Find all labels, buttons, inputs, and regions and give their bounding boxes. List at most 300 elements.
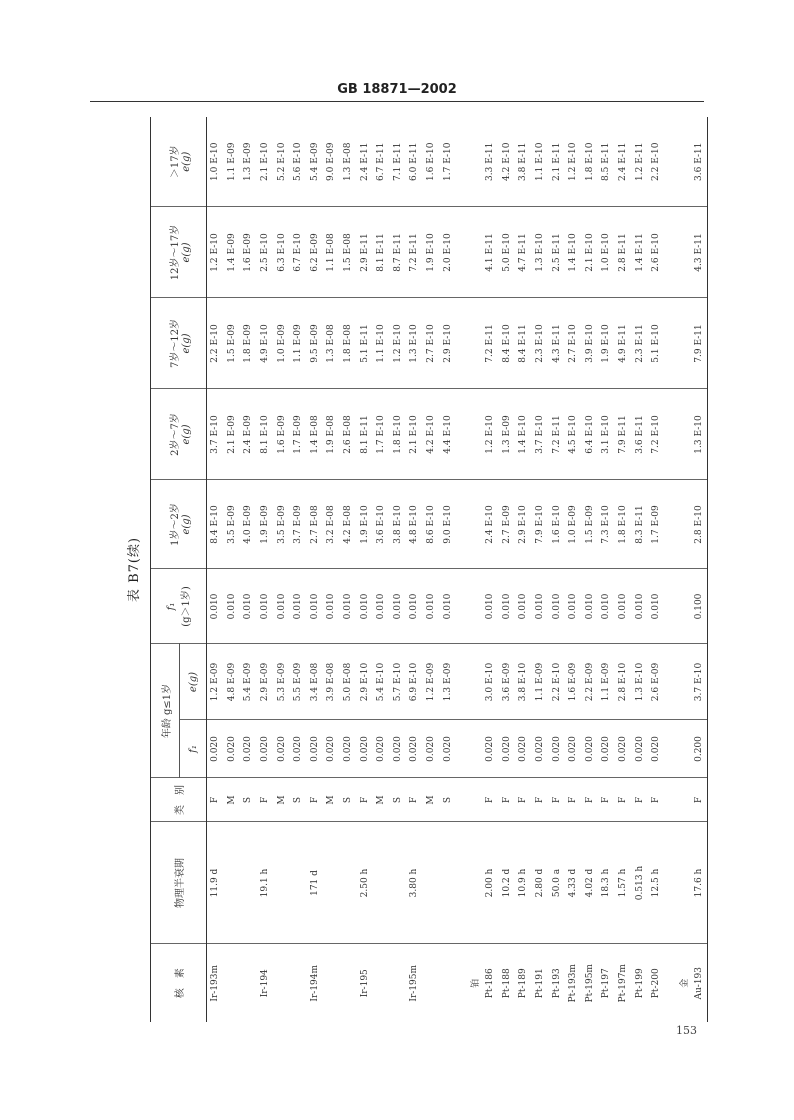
cell-e-2-7: 1.3 E-10 <box>690 389 707 480</box>
cell-half-life <box>240 822 257 944</box>
cell-e-12-17: 2.8 E-11 <box>615 207 632 298</box>
spacer-cell <box>664 644 676 720</box>
cell-half-life <box>439 822 456 944</box>
cell-e-le1: 2.2 E-10 <box>548 644 565 720</box>
cell-e-gt17: 1.0 E-10 <box>207 117 224 207</box>
cell-e-12-17: 2.5 E-11 <box>548 207 565 298</box>
cell-e-12-17: 1.5 E-08 <box>340 207 357 298</box>
table-row <box>548 117 565 1022</box>
cell-e-12-17: 2.0 E-10 <box>439 207 456 298</box>
cell-e-12-17: 6.3 E-10 <box>273 207 290 298</box>
cell-nuclide: Pt-195m <box>584 964 595 1003</box>
cell-e-2-7: 1.9 E-08 <box>323 389 340 480</box>
cell-e-gt17: 2.4 E-11 <box>356 117 373 207</box>
spacer-cell <box>664 822 676 944</box>
cell-e-2-7: 2.1 E-10 <box>406 389 423 480</box>
cell-e-1-2: 4.8 E-10 <box>406 480 423 569</box>
col-header-age-1-2-label: 1岁～2岁 <box>169 503 181 546</box>
cell-type: F <box>482 778 499 822</box>
cell-type: M <box>373 778 390 822</box>
table-row <box>648 117 665 1022</box>
spacer-cell <box>468 389 482 480</box>
cell-half-life <box>423 822 440 944</box>
spacer-cell <box>456 778 468 822</box>
table-row <box>482 117 499 1022</box>
cell-e-7-12: 1.0 E-09 <box>273 298 290 389</box>
cell-f1: 0.020 <box>390 720 407 778</box>
cell-half-life: 2.50 h <box>356 822 373 944</box>
cell-f1-gt1: 0.010 <box>548 569 565 644</box>
spacer-cell <box>676 389 690 480</box>
table-row <box>323 117 340 1022</box>
col-header-age-2-7-label: 2岁～7岁 <box>169 413 181 456</box>
cell-nuclide: Pt-200 <box>651 968 662 999</box>
cell-e-2-7: 2.6 E-08 <box>340 389 357 480</box>
col-header-age-1-2-eg: e(g) <box>180 514 192 535</box>
cell-e-gt17: 1.3 E-09 <box>240 117 257 207</box>
cell-e-1-2: 4.0 E-09 <box>240 480 257 569</box>
cell-f1-gt1: 0.100 <box>690 569 707 644</box>
cell-e-le1: 2.8 E-10 <box>615 644 632 720</box>
cell-e-2-7: 1.4 E-10 <box>515 389 532 480</box>
cell-e-1-2: 1.9 E-10 <box>356 480 373 569</box>
cell-type: F <box>356 778 373 822</box>
table-row <box>356 117 373 1022</box>
cell-f1-gt1: 0.010 <box>224 569 241 644</box>
table-row <box>373 117 390 1022</box>
cell-e-2-7: 1.7 E-09 <box>290 389 307 480</box>
cell-e-le1: 6.9 E-10 <box>406 644 423 720</box>
table-row <box>257 117 274 1022</box>
cell-f1: 0.020 <box>207 720 224 778</box>
cell-e-7-12: 1.8 E-08 <box>340 298 357 389</box>
cell-f1-gt1: 0.010 <box>390 569 407 644</box>
cell-e-gt17: 1.8 E-10 <box>581 117 598 207</box>
cell-type: S <box>240 778 257 822</box>
cell-f1-gt1: 0.010 <box>631 569 648 644</box>
cell-e-2-7: 4.5 E-10 <box>565 389 582 480</box>
table-row <box>532 117 549 1022</box>
cell-half-life: 11.9 d <box>207 822 224 944</box>
cell-half-life: 10.9 h <box>515 822 532 944</box>
cell-e-12-17: 2.5 E-10 <box>257 207 274 298</box>
col-header-age-gt17 <box>151 117 207 207</box>
spacer-cell <box>456 480 468 569</box>
cell-half-life: 17.6 h <box>690 822 707 944</box>
cell-f1-gt1: 0.010 <box>406 569 423 644</box>
cell-e-gt17: 4.2 E-10 <box>499 117 516 207</box>
cell-type: F <box>565 778 582 822</box>
cell-f1: 0.020 <box>648 720 665 778</box>
cell-e-le1: 2.9 E-10 <box>356 644 373 720</box>
cell-nuclide <box>373 944 390 1022</box>
cell-e-7-12: 5.1 E-10 <box>648 298 665 389</box>
cell-nuclide <box>273 944 290 1022</box>
group-spacer <box>664 117 676 1022</box>
cell-e-1-2: 3.5 E-09 <box>273 480 290 569</box>
cell-e-le1: 1.1 E-09 <box>598 644 615 720</box>
cell-e-2-7: 1.4 E-08 <box>307 389 324 480</box>
cell-f1-gt1: 0.010 <box>307 569 324 644</box>
cell-e-le1: 2.2 E-09 <box>581 644 598 720</box>
cell-f1-gt1: 0.010 <box>207 569 224 644</box>
spacer-cell <box>456 569 468 644</box>
cell-nuclide <box>439 944 456 1022</box>
cell-e-le1: 1.2 E-09 <box>207 644 224 720</box>
cell-half-life: 3.80 h <box>406 822 423 944</box>
cell-f1-gt1: 0.010 <box>240 569 257 644</box>
cell-type: F <box>598 778 615 822</box>
cell-type: S <box>340 778 357 822</box>
cell-e-1-2: 2.9 E-10 <box>515 480 532 569</box>
cell-e-le1: 2.9 E-09 <box>257 644 274 720</box>
cell-e-2-7: 2.1 E-09 <box>224 389 241 480</box>
table-row <box>690 117 707 1022</box>
cell-e-1-2: 8.3 E-11 <box>631 480 648 569</box>
spacer-cell <box>456 644 468 720</box>
cell-f1-gt1: 0.010 <box>373 569 390 644</box>
cell-e-12-17: 8.1 E-11 <box>373 207 390 298</box>
cell-e-le1: 1.1 E-09 <box>532 644 549 720</box>
cell-e-gt17: 3.6 E-11 <box>690 117 707 207</box>
cell-e-le1: 5.0 E-08 <box>340 644 357 720</box>
cell-type: F <box>532 778 549 822</box>
cell-type: F <box>515 778 532 822</box>
table-row <box>615 117 632 1022</box>
col-header-age-12-17-label: 12岁～17岁 <box>169 224 181 281</box>
cell-half-life: 1.57 h <box>615 822 632 944</box>
spacer-cell <box>468 207 482 298</box>
cell-e-12-17: 8.7 E-11 <box>390 207 407 298</box>
cell-f1: 0.020 <box>581 720 598 778</box>
cell-e-1-2: 1.6 E-10 <box>548 480 565 569</box>
cell-e-1-2: 1.5 E-09 <box>581 480 598 569</box>
cell-e-12-17: 1.6 E-09 <box>240 207 257 298</box>
cell-e-le1: 4.8 E-09 <box>224 644 241 720</box>
cell-nuclide <box>240 944 257 1022</box>
cell-e-gt17: 2.2 E-10 <box>648 117 665 207</box>
cell-e-1-2: 1.9 E-09 <box>257 480 274 569</box>
cell-e-2-7: 1.6 E-09 <box>273 389 290 480</box>
cell-e-gt17: 8.5 E-11 <box>598 117 615 207</box>
col-header-half-life: 物理半衰期 <box>151 822 207 944</box>
cell-f1: 0.020 <box>423 720 440 778</box>
cell-half-life: 4.33 d <box>565 822 582 944</box>
cell-nuclide: Pt-193m <box>568 964 579 1003</box>
cell-e-le1: 3.8 E-10 <box>515 644 532 720</box>
cell-f1: 0.020 <box>565 720 582 778</box>
cell-type: M <box>423 778 440 822</box>
cell-e-gt17: 1.7 E-10 <box>439 117 456 207</box>
cell-nuclide <box>290 944 307 1022</box>
cell-e-gt17: 2.1 E-11 <box>548 117 565 207</box>
cell-nuclide: Pt-199 <box>634 968 645 999</box>
col-header-age-gt17-label: ＞17岁 <box>169 145 181 179</box>
cell-e-1-2: 3.2 E-08 <box>323 480 340 569</box>
cell-f1: 0.020 <box>532 720 549 778</box>
table-row <box>565 117 582 1022</box>
cell-f1-gt1: 0.010 <box>273 569 290 644</box>
cell-e-12-17: 6.2 E-09 <box>307 207 324 298</box>
cell-e-12-17: 6.7 E-10 <box>290 207 307 298</box>
cell-e-gt17: 3.8 E-11 <box>515 117 532 207</box>
cell-type: M <box>323 778 340 822</box>
cell-f1: 0.020 <box>548 720 565 778</box>
cell-f1: 0.020 <box>439 720 456 778</box>
cell-e-12-17: 5.0 E-10 <box>499 207 516 298</box>
dose-coefficient-table <box>150 117 708 1022</box>
cell-e-7-12: 7.2 E-11 <box>482 298 499 389</box>
cell-e-7-12: 4.3 E-11 <box>548 298 565 389</box>
table-row <box>240 117 257 1022</box>
cell-e-7-12: 2.3 E-10 <box>532 298 549 389</box>
spacer-cell <box>664 207 676 298</box>
cell-e-12-17: 1.2 E-10 <box>207 207 224 298</box>
cell-half-life <box>290 822 307 944</box>
cell-e-7-12: 1.3 E-08 <box>323 298 340 389</box>
cell-e-1-2: 4.2 E-08 <box>340 480 357 569</box>
cell-e-12-17: 1.4 E-11 <box>631 207 648 298</box>
cell-f1-gt1: 0.010 <box>482 569 499 644</box>
cell-type: F <box>307 778 324 822</box>
cell-nuclide: Pt-186 <box>485 968 496 999</box>
table-row <box>273 117 290 1022</box>
spacer-cell <box>664 569 676 644</box>
spacer-cell <box>468 778 482 822</box>
cell-e-12-17: 2.9 E-11 <box>356 207 373 298</box>
table-row <box>598 117 615 1022</box>
cell-nuclide: Ir-195 <box>359 969 370 998</box>
cell-e-7-12: 2.3 E-11 <box>631 298 648 389</box>
cell-f1: 0.020 <box>224 720 241 778</box>
cell-nuclide <box>340 944 357 1022</box>
cell-e-12-17: 4.7 E-11 <box>515 207 532 298</box>
table-row <box>307 117 324 1022</box>
cell-nuclide <box>390 944 407 1022</box>
cell-f1: 0.020 <box>240 720 257 778</box>
cell-type: F <box>548 778 565 822</box>
cell-f1-gt1: 0.010 <box>290 569 307 644</box>
element-group-row <box>468 117 482 1022</box>
spacer-cell <box>664 117 676 207</box>
cell-half-life: 0.513 h <box>631 822 648 944</box>
cell-e-7-12: 4.9 E-11 <box>615 298 632 389</box>
cell-e-le1: 5.7 E-10 <box>390 644 407 720</box>
col-header-type: 类 别 <box>151 778 207 822</box>
cell-f1: 0.020 <box>273 720 290 778</box>
cell-e-2-7: 3.6 E-11 <box>631 389 648 480</box>
col-header-age-2-7-eg: e(g) <box>180 424 192 445</box>
cell-e-12-17: 4.3 E-11 <box>690 207 707 298</box>
group-spacer <box>456 117 468 1022</box>
cell-e-le1: 3.7 E-10 <box>690 644 707 720</box>
cell-nuclide: Ir-195m <box>409 964 420 1002</box>
cell-type: M <box>273 778 290 822</box>
spacer-cell <box>664 720 676 778</box>
cell-f1: 0.020 <box>406 720 423 778</box>
table-row <box>390 117 407 1022</box>
col-header-age-7-12-eg: e(g) <box>180 333 192 354</box>
table-row <box>631 117 648 1022</box>
col-header-age-2-7 <box>151 389 207 480</box>
cell-half-life <box>373 822 390 944</box>
element-group-label: 金 <box>679 978 690 988</box>
col-header-eg: e(g) <box>180 644 207 720</box>
cell-e-1-2: 8.6 E-10 <box>423 480 440 569</box>
cell-type: F <box>581 778 598 822</box>
cell-e-le1: 1.3 E-09 <box>439 644 456 720</box>
cell-e-le1: 3.9 E-08 <box>323 644 340 720</box>
cell-half-life: 171 d <box>307 822 324 944</box>
cell-f1-gt1: 0.010 <box>615 569 632 644</box>
cell-e-le1: 2.6 E-09 <box>648 644 665 720</box>
cell-type: S <box>290 778 307 822</box>
standard-code: GB 18871—2002 <box>337 82 457 97</box>
table-row <box>290 117 307 1022</box>
cell-e-12-17: 1.4 E-09 <box>224 207 241 298</box>
spacer-cell <box>676 207 690 298</box>
col-header-f1-gt1-sub: (g＞1岁) <box>180 586 192 627</box>
spacer-cell <box>676 569 690 644</box>
cell-f1: 0.020 <box>307 720 324 778</box>
cell-type: S <box>439 778 456 822</box>
table-title: 表 B7(续) <box>127 536 142 603</box>
page-number: 153 <box>676 1024 697 1037</box>
spacer-cell <box>468 720 482 778</box>
cell-half-life <box>273 822 290 944</box>
cell-e-2-7: 7.2 E-11 <box>548 389 565 480</box>
spacer-cell <box>676 117 690 207</box>
cell-e-7-12: 1.5 E-09 <box>224 298 241 389</box>
cell-type: F <box>648 778 665 822</box>
table-row <box>406 117 423 1022</box>
spacer-cell <box>468 298 482 389</box>
cell-e-2-7: 1.8 E-10 <box>390 389 407 480</box>
table-row <box>515 117 532 1022</box>
cell-e-7-12: 7.9 E-11 <box>690 298 707 389</box>
cell-f1: 0.020 <box>515 720 532 778</box>
cell-f1: 0.020 <box>373 720 390 778</box>
cell-type: M <box>224 778 241 822</box>
cell-nuclide: Ir-193m <box>210 964 221 1002</box>
cell-e-7-12: 5.1 E-11 <box>356 298 373 389</box>
table-row <box>439 117 456 1022</box>
cell-type: F <box>257 778 274 822</box>
cell-e-2-7: 6.4 E-10 <box>581 389 598 480</box>
cell-type: F <box>615 778 632 822</box>
spacer-cell <box>676 778 690 822</box>
cell-nuclide: Pt-193 <box>551 968 562 999</box>
cell-e-gt17: 1.2 E-11 <box>631 117 648 207</box>
cell-half-life <box>390 822 407 944</box>
cell-e-2-7: 8.1 E-11 <box>356 389 373 480</box>
table-row <box>423 117 440 1022</box>
cell-f1-gt1: 0.010 <box>340 569 357 644</box>
spacer-cell <box>468 569 482 644</box>
cell-f1-gt1: 0.010 <box>423 569 440 644</box>
cell-e-gt17: 9.0 E-09 <box>323 117 340 207</box>
cell-half-life: 10.2 d <box>499 822 516 944</box>
cell-e-1-2: 2.7 E-08 <box>307 480 324 569</box>
cell-e-7-12: 1.8 E-09 <box>240 298 257 389</box>
cell-f1: 0.020 <box>598 720 615 778</box>
cell-f1: 0.020 <box>615 720 632 778</box>
cell-e-1-2: 3.5 E-09 <box>224 480 241 569</box>
cell-nuclide: Pt-191 <box>534 968 545 999</box>
header-rule <box>90 101 704 102</box>
cell-e-1-2: 2.8 E-10 <box>690 480 707 569</box>
cell-nuclide: Pt-197 <box>601 968 612 999</box>
spacer-cell <box>468 480 482 569</box>
cell-e-1-2: 1.0 E-09 <box>565 480 582 569</box>
col-header-age-12-17-eg: e(g) <box>180 242 192 263</box>
cell-e-le1: 3.0 E-10 <box>482 644 499 720</box>
cell-e-le1: 1.3 E-10 <box>631 644 648 720</box>
cell-e-7-12: 1.1 E-10 <box>373 298 390 389</box>
cell-e-le1: 5.4 E-10 <box>373 644 390 720</box>
cell-e-7-12: 2.7 E-10 <box>565 298 582 389</box>
cell-f1-gt1: 0.010 <box>356 569 373 644</box>
element-group-row <box>676 117 690 1022</box>
cell-e-gt17: 2.1 E-10 <box>257 117 274 207</box>
cell-type: F <box>631 778 648 822</box>
cell-e-1-2: 2.7 E-09 <box>499 480 516 569</box>
cell-half-life: 12.5 h <box>648 822 665 944</box>
cell-e-gt17: 3.3 E-11 <box>482 117 499 207</box>
spacer-cell <box>664 298 676 389</box>
cell-e-gt17: 7.1 E-11 <box>390 117 407 207</box>
cell-e-7-12: 2.7 E-10 <box>423 298 440 389</box>
cell-nuclide: Ir-194m <box>309 964 320 1002</box>
col-header-age-1-2 <box>151 480 207 569</box>
spacer-cell <box>456 389 468 480</box>
cell-e-2-7: 7.9 E-11 <box>615 389 632 480</box>
cell-e-7-12: 8.4 E-11 <box>515 298 532 389</box>
cell-half-life <box>224 822 241 944</box>
cell-e-12-17: 4.1 E-11 <box>482 207 499 298</box>
cell-e-2-7: 3.1 E-10 <box>598 389 615 480</box>
cell-f1-gt1: 0.010 <box>648 569 665 644</box>
cell-f1: 0.020 <box>499 720 516 778</box>
cell-nuclide <box>224 944 241 1022</box>
cell-e-gt17: 5.4 E-09 <box>307 117 324 207</box>
cell-e-1-2: 7.3 E-10 <box>598 480 615 569</box>
cell-e-le1: 3.6 E-09 <box>499 644 516 720</box>
cell-nuclide: Pt-197m <box>617 964 628 1003</box>
spacer-cell <box>468 117 482 207</box>
cell-half-life: 18.3 h <box>598 822 615 944</box>
spacer-cell <box>456 117 468 207</box>
cell-f1-gt1: 0.010 <box>515 569 532 644</box>
cell-e-7-12: 8.4 E-10 <box>499 298 516 389</box>
cell-e-gt17: 2.4 E-11 <box>615 117 632 207</box>
rotated-table-sheet <box>120 117 704 1022</box>
col-header-f1: f₁ <box>180 720 207 778</box>
cell-e-7-12: 1.2 E-10 <box>390 298 407 389</box>
cell-e-12-17: 1.4 E-10 <box>565 207 582 298</box>
cell-e-gt17: 1.1 E-09 <box>224 117 241 207</box>
cell-e-7-12: 2.2 E-10 <box>207 298 224 389</box>
cell-e-gt17: 1.3 E-08 <box>340 117 357 207</box>
table-row <box>224 117 241 1022</box>
cell-e-12-17: 1.1 E-08 <box>323 207 340 298</box>
element-group-label: 铂 <box>471 978 482 988</box>
spacer-cell <box>676 822 690 944</box>
cell-e-2-7: 2.4 E-09 <box>240 389 257 480</box>
cell-type: F <box>499 778 516 822</box>
cell-f1-gt1: 0.010 <box>565 569 582 644</box>
cell-e-2-7: 3.7 E-10 <box>207 389 224 480</box>
